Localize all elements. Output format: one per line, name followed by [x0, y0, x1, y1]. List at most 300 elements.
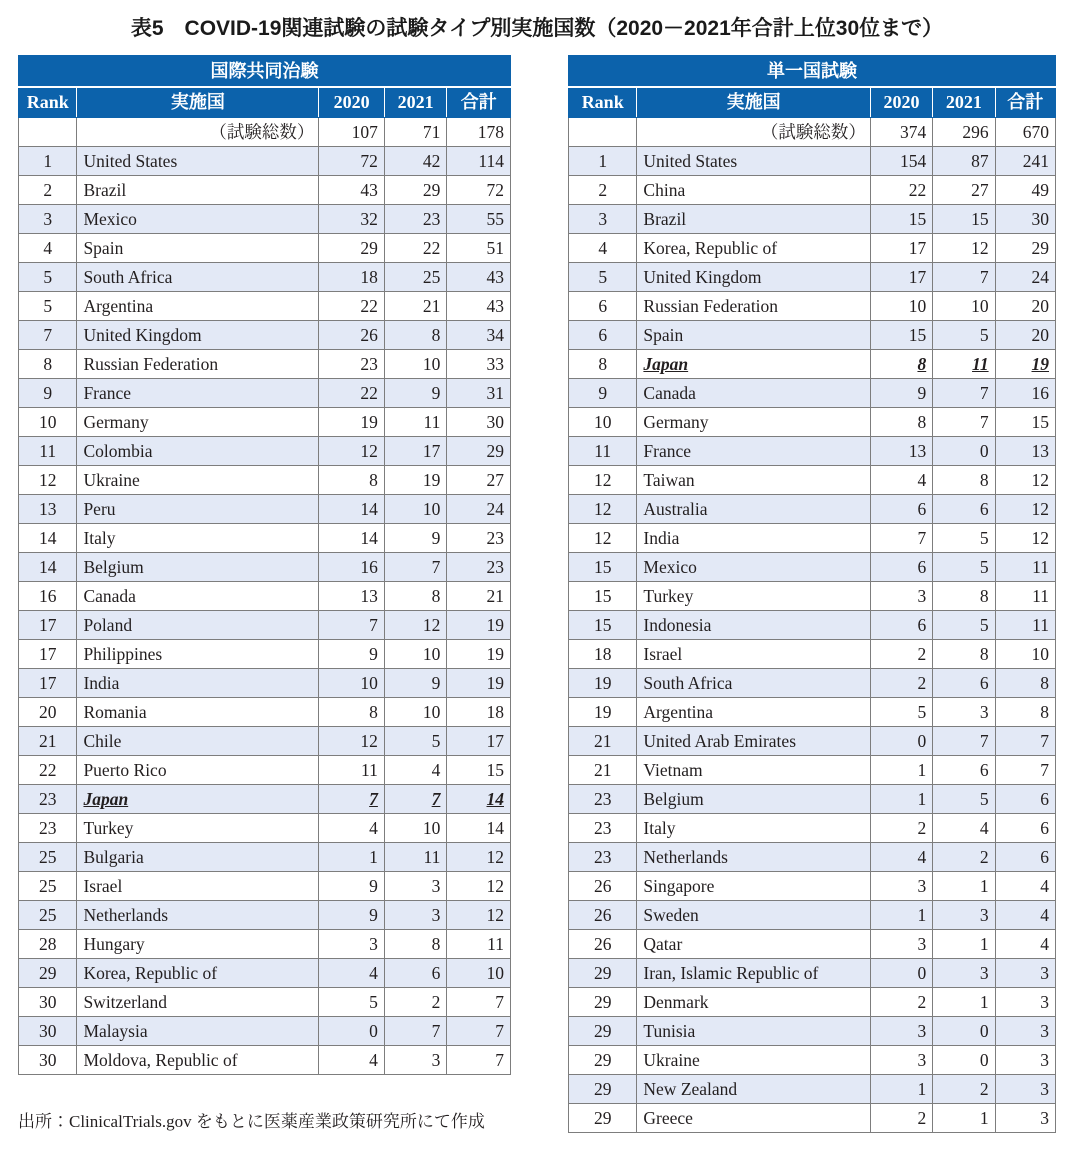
- table-block-multinational: [18, 55, 511, 1075]
- table-row: [19, 553, 511, 582]
- cell-2021: 10: [384, 698, 447, 727]
- table-row: [569, 408, 1056, 437]
- cell-country: South Africa: [77, 263, 319, 292]
- cell-2021: 12: [933, 234, 995, 263]
- cell-country: Brazil: [77, 176, 319, 205]
- column-header-total: 合計: [995, 87, 1055, 118]
- table-row: [569, 611, 1056, 640]
- cell-2020: 16: [319, 553, 385, 582]
- cell-total: 12: [447, 901, 511, 930]
- cell-2021: 11: [384, 843, 447, 872]
- cell-rank: 4: [569, 234, 637, 263]
- cell-country: Mexico: [77, 205, 319, 234]
- cell-total: 19: [447, 611, 511, 640]
- cell-2021: 7: [933, 263, 995, 292]
- cell-2020: 12: [319, 437, 385, 466]
- cell-total: 3: [995, 1046, 1055, 1075]
- cell-2021: 87: [933, 147, 995, 176]
- table-row: [569, 1104, 1056, 1133]
- cell-country: Chile: [77, 727, 319, 756]
- table-row: [19, 698, 511, 727]
- cell-rank: 5: [19, 263, 77, 292]
- cell-2021: 6: [933, 756, 995, 785]
- cell-2021: 5: [933, 785, 995, 814]
- cell-2021: 296: [933, 118, 995, 147]
- cell-rank: 12: [569, 466, 637, 495]
- cell-country: Belgium: [637, 785, 870, 814]
- table-row: [569, 553, 1056, 582]
- cell-total: 6: [995, 814, 1055, 843]
- table-row: [569, 814, 1056, 843]
- column-header-2020: 2020: [319, 87, 385, 118]
- cell-country: Netherlands: [637, 843, 870, 872]
- cell-rank: 30: [19, 1017, 77, 1046]
- cell-country: Ukraine: [637, 1046, 870, 1075]
- cell-2021: 1: [933, 1104, 995, 1133]
- cell-2020: 8: [870, 408, 932, 437]
- cell-rank: 19: [569, 698, 637, 727]
- cell-2020: 1: [870, 1075, 932, 1104]
- cell-2021-text: 7: [431, 789, 441, 809]
- cell-country: Spain: [77, 234, 319, 263]
- cell-2021: 23: [384, 205, 447, 234]
- cell-total: 24: [995, 263, 1055, 292]
- cell-2020: 6: [870, 553, 932, 582]
- cell-2021: 12: [384, 611, 447, 640]
- cell-2021: 5: [933, 321, 995, 350]
- cell-2020: 22: [319, 379, 385, 408]
- table-row: [569, 698, 1056, 727]
- cell-2020: 15: [870, 321, 932, 350]
- cell-2020: 4: [870, 843, 932, 872]
- cell-total: 670: [995, 118, 1055, 147]
- cell-2020: 0: [319, 1017, 385, 1046]
- cell-total: 8: [995, 698, 1055, 727]
- cell-total: [447, 785, 511, 814]
- cell-total: 43: [447, 263, 511, 292]
- cell-rank: 29: [569, 1104, 637, 1133]
- table-row: [569, 756, 1056, 785]
- cell-2021: 5: [384, 727, 447, 756]
- cell-total: 55: [447, 205, 511, 234]
- cell-total: 3: [995, 1104, 1055, 1133]
- group-header-label: 国際共同治験: [19, 56, 511, 88]
- table-row: [569, 901, 1056, 930]
- table-column-header-row: [19, 87, 511, 118]
- cell-total: 33: [447, 350, 511, 379]
- cell-country: Turkey: [77, 814, 319, 843]
- table-column-header-row: [569, 87, 1056, 118]
- cell-rank: 23: [569, 785, 637, 814]
- table-row: [569, 785, 1056, 814]
- cell-rank: 21: [19, 727, 77, 756]
- cell-2020: 3: [319, 930, 385, 959]
- cell-country: Argentina: [637, 698, 870, 727]
- cell-country: Poland: [77, 611, 319, 640]
- cell-2021: 19: [384, 466, 447, 495]
- table-row: [569, 524, 1056, 553]
- cell-2020: 5: [319, 988, 385, 1017]
- cell-total: 51: [447, 234, 511, 263]
- cell-total: 15: [447, 756, 511, 785]
- cell-2021: 7: [384, 553, 447, 582]
- table-row: [19, 785, 511, 814]
- cell-country: China: [637, 176, 870, 205]
- cell-2021: 10: [384, 640, 447, 669]
- table-row: [569, 1075, 1056, 1104]
- table-row: [569, 872, 1056, 901]
- cell-total-label: （試験総数）: [637, 118, 870, 147]
- cell-country: Russian Federation: [77, 350, 319, 379]
- cell-rank: 8: [569, 350, 637, 379]
- cell-country: Germany: [77, 408, 319, 437]
- table-row: [19, 901, 511, 930]
- cell-total: 10: [995, 640, 1055, 669]
- cell-total: 12: [995, 524, 1055, 553]
- table-row: [569, 466, 1056, 495]
- table-row: [569, 205, 1056, 234]
- table-row: [19, 321, 511, 350]
- cell-2021: 42: [384, 147, 447, 176]
- cell-2020: 15: [870, 205, 932, 234]
- table-row: [569, 930, 1056, 959]
- cell-2020: 18: [319, 263, 385, 292]
- cell-rank: 6: [569, 292, 637, 321]
- cell-2020: 11: [319, 756, 385, 785]
- cell-total: 12: [995, 466, 1055, 495]
- cell-rank: 20: [19, 698, 77, 727]
- cell-total: 19: [447, 669, 511, 698]
- table-block-single-country: [568, 55, 1056, 1133]
- table-row: [19, 263, 511, 292]
- cell-2021: 2: [933, 1075, 995, 1104]
- column-header-2021: 2021: [933, 87, 995, 118]
- cell-rank: 9: [19, 379, 77, 408]
- cell-rank: 25: [19, 843, 77, 872]
- cell-country: Puerto Rico: [77, 756, 319, 785]
- cell-rank: 11: [19, 437, 77, 466]
- cell-2020: 19: [319, 408, 385, 437]
- table-row: [19, 814, 511, 843]
- cell-rank: 23: [569, 843, 637, 872]
- table-row: [19, 1017, 511, 1046]
- cell-total: 29: [447, 437, 511, 466]
- cell-2020: 2: [870, 988, 932, 1017]
- cell-2021: 5: [933, 611, 995, 640]
- column-header-rank: Rank: [569, 87, 637, 118]
- cell-country: India: [637, 524, 870, 553]
- multinational-trials-table: [18, 55, 511, 1075]
- cell-2020: 29: [319, 234, 385, 263]
- table-row: [569, 350, 1056, 379]
- cell-country: Australia: [637, 495, 870, 524]
- cell-country: Vietnam: [637, 756, 870, 785]
- cell-country: Canada: [77, 582, 319, 611]
- cell-rank: 2: [569, 176, 637, 205]
- cell-2021: 7: [933, 379, 995, 408]
- cell-2021: 3: [384, 901, 447, 930]
- cell-country: Israel: [77, 872, 319, 901]
- cell-total: 4: [995, 872, 1055, 901]
- cell-total: 31: [447, 379, 511, 408]
- cell-country: Belgium: [77, 553, 319, 582]
- cell-country: Taiwan: [637, 466, 870, 495]
- cell-2021: 15: [933, 205, 995, 234]
- table-row: [19, 669, 511, 698]
- cell-total: 10: [447, 959, 511, 988]
- cell-2020: 7: [319, 611, 385, 640]
- cell-total: 3: [995, 1075, 1055, 1104]
- multinational-table-body: [19, 118, 511, 1075]
- table-row: [19, 234, 511, 263]
- cell-total: 49: [995, 176, 1055, 205]
- table-row: [19, 147, 511, 176]
- table-row: [19, 988, 511, 1017]
- cell-2021: 10: [384, 814, 447, 843]
- cell-rank: 12: [569, 495, 637, 524]
- cell-2021-text: 11: [972, 354, 989, 374]
- cell-2020: 12: [319, 727, 385, 756]
- cell-2021: 17: [384, 437, 447, 466]
- table-row: [569, 495, 1056, 524]
- cell-rank: 10: [569, 408, 637, 437]
- cell-country: India: [77, 669, 319, 698]
- cell-country: Switzerland: [77, 988, 319, 1017]
- cell-rank: 9: [569, 379, 637, 408]
- cell-country: Russian Federation: [637, 292, 870, 321]
- cell-2021: 6: [933, 495, 995, 524]
- cell-rank: 17: [19, 611, 77, 640]
- cell-country-text: Japan: [83, 789, 129, 809]
- cell-2021: 2: [384, 988, 447, 1017]
- table-row: [569, 176, 1056, 205]
- cell-total: 30: [995, 205, 1055, 234]
- cell-rank: 29: [569, 959, 637, 988]
- cell-2021: 8: [384, 321, 447, 350]
- cell-country: Canada: [637, 379, 870, 408]
- cell-2020: 3: [870, 872, 932, 901]
- cell-rank: 22: [19, 756, 77, 785]
- cell-total: 6: [995, 785, 1055, 814]
- cell-total: 16: [995, 379, 1055, 408]
- cell-rank: 26: [569, 872, 637, 901]
- cell-2021: 29: [384, 176, 447, 205]
- cell-total: 3: [995, 1017, 1055, 1046]
- cell-country: Germany: [637, 408, 870, 437]
- cell-total: 72: [447, 176, 511, 205]
- cell-2021: 9: [384, 669, 447, 698]
- cell-2021: 25: [384, 263, 447, 292]
- table-row: [19, 727, 511, 756]
- table-row: [569, 1046, 1056, 1075]
- cell-2020-text: 7: [369, 789, 378, 809]
- cell-total: [995, 350, 1055, 379]
- cell-2021: 8: [933, 640, 995, 669]
- cell-2020: 43: [319, 176, 385, 205]
- cell-country: Hungary: [77, 930, 319, 959]
- cell-2020: 3: [870, 930, 932, 959]
- cell-2020: 10: [870, 292, 932, 321]
- cell-2020-text: 8: [917, 354, 927, 374]
- cell-2021: 8: [384, 930, 447, 959]
- cell-country: New Zealand: [637, 1075, 870, 1104]
- cell-2021: 0: [933, 1017, 995, 1046]
- table-row: [569, 379, 1056, 408]
- cell-2021: 1: [933, 872, 995, 901]
- cell-2021: 7: [933, 727, 995, 756]
- cell-country: Italy: [77, 524, 319, 553]
- table-row: [19, 756, 511, 785]
- cell-rank: 10: [19, 408, 77, 437]
- table-row: [19, 524, 511, 553]
- cell-total: 11: [995, 582, 1055, 611]
- cell-total: 43: [447, 292, 511, 321]
- column-header-2020: 2020: [870, 87, 932, 118]
- cell-total: 18: [447, 698, 511, 727]
- cell-2021: 10: [384, 350, 447, 379]
- column-header-country: 実施国: [77, 87, 319, 118]
- cell-total: 3: [995, 988, 1055, 1017]
- cell-2021: 0: [933, 1046, 995, 1075]
- cell-total: 29: [995, 234, 1055, 263]
- cell-total: 23: [447, 553, 511, 582]
- cell-rank: 15: [569, 582, 637, 611]
- cell-rank: 29: [569, 988, 637, 1017]
- cell-total: 8: [995, 669, 1055, 698]
- cell-2020: 14: [319, 524, 385, 553]
- cell-2020: 2: [870, 1104, 932, 1133]
- table-row-grand-total: [19, 118, 511, 147]
- cell-2020: 9: [319, 640, 385, 669]
- cell-2021: 1: [933, 930, 995, 959]
- cell-rank: 29: [569, 1075, 637, 1104]
- cell-2020: 22: [870, 176, 932, 205]
- cell-2021: 5: [933, 553, 995, 582]
- cell-country: Bulgaria: [77, 843, 319, 872]
- cell-2020: 6: [870, 495, 932, 524]
- table-row: [19, 408, 511, 437]
- cell-rank: 4: [19, 234, 77, 263]
- cell-country: South Africa: [637, 669, 870, 698]
- cell-2021: 11: [384, 408, 447, 437]
- cell-country: Philippines: [77, 640, 319, 669]
- cell-2021: 6: [933, 669, 995, 698]
- cell-rank: 29: [569, 1017, 637, 1046]
- cell-2020: 7: [870, 524, 932, 553]
- cell-country-text: Japan: [643, 354, 689, 374]
- cell-rank: 29: [569, 1046, 637, 1075]
- table-row: [19, 495, 511, 524]
- table-row: [569, 669, 1056, 698]
- cell-total: 4: [995, 930, 1055, 959]
- cell-total: 7: [995, 756, 1055, 785]
- cell-2020: 107: [319, 118, 385, 147]
- table-row: [569, 727, 1056, 756]
- cell-2020: 4: [870, 466, 932, 495]
- cell-country: Netherlands: [77, 901, 319, 930]
- table-group-header-row: [569, 56, 1056, 88]
- cell-country: Italy: [637, 814, 870, 843]
- cell-2020: 8: [319, 698, 385, 727]
- cell-2021: 10: [933, 292, 995, 321]
- cell-2021: [384, 785, 447, 814]
- cell-country: Greece: [637, 1104, 870, 1133]
- cell-rank: 19: [569, 669, 637, 698]
- cell-rank: 1: [569, 147, 637, 176]
- table-row-grand-total: [569, 118, 1056, 147]
- cell-2021: 7: [933, 408, 995, 437]
- cell-rank: 28: [19, 930, 77, 959]
- cell-total: 20: [995, 292, 1055, 321]
- table-row: [569, 321, 1056, 350]
- cell-2020: 0: [870, 959, 932, 988]
- cell-rank: 23: [569, 814, 637, 843]
- cell-total: 11: [995, 611, 1055, 640]
- cell-2020: 17: [870, 263, 932, 292]
- table-row: [569, 959, 1056, 988]
- table-row: [569, 292, 1056, 321]
- cell-total: 114: [447, 147, 511, 176]
- cell-2020: 0: [870, 727, 932, 756]
- cell-country: United Kingdom: [77, 321, 319, 350]
- table-row: [19, 959, 511, 988]
- table-row: [19, 640, 511, 669]
- cell-rank: 3: [19, 205, 77, 234]
- cell-country: Turkey: [637, 582, 870, 611]
- cell-rank: 26: [569, 901, 637, 930]
- cell-2020: 2: [870, 640, 932, 669]
- cell-2020: 9: [319, 872, 385, 901]
- cell-2021: 22: [384, 234, 447, 263]
- cell-country: Romania: [77, 698, 319, 727]
- cell-rank: 23: [19, 785, 77, 814]
- cell-rank: [569, 118, 637, 147]
- cell-total: 178: [447, 118, 511, 147]
- table-row: [569, 843, 1056, 872]
- cell-rank: 11: [569, 437, 637, 466]
- cell-2020: 9: [870, 379, 932, 408]
- table-row: [569, 582, 1056, 611]
- cell-rank: 14: [19, 524, 77, 553]
- cell-rank: 1: [19, 147, 77, 176]
- cell-rank: [19, 118, 77, 147]
- table-row: [19, 611, 511, 640]
- cell-country: Moldova, Republic of: [77, 1046, 319, 1075]
- cell-total: 21: [447, 582, 511, 611]
- cell-2020: 22: [319, 292, 385, 321]
- cell-total: 6: [995, 843, 1055, 872]
- cell-total-text: 14: [486, 789, 504, 809]
- cell-2021: 3: [933, 698, 995, 727]
- cell-2021: 9: [384, 379, 447, 408]
- cell-rank: 5: [19, 292, 77, 321]
- cell-country: Malaysia: [77, 1017, 319, 1046]
- cell-rank: 17: [19, 640, 77, 669]
- cell-2021: 10: [384, 495, 447, 524]
- cell-country: United States: [637, 147, 870, 176]
- cell-2021: 1: [933, 988, 995, 1017]
- cell-total: 4: [995, 901, 1055, 930]
- cell-rank: 29: [19, 959, 77, 988]
- cell-total: 24: [447, 495, 511, 524]
- cell-total: 14: [447, 814, 511, 843]
- cell-total: 27: [447, 466, 511, 495]
- cell-total: 12: [995, 495, 1055, 524]
- cell-rank: 21: [569, 756, 637, 785]
- cell-rank: 25: [19, 872, 77, 901]
- cell-total: 19: [447, 640, 511, 669]
- cell-total: 7: [447, 988, 511, 1017]
